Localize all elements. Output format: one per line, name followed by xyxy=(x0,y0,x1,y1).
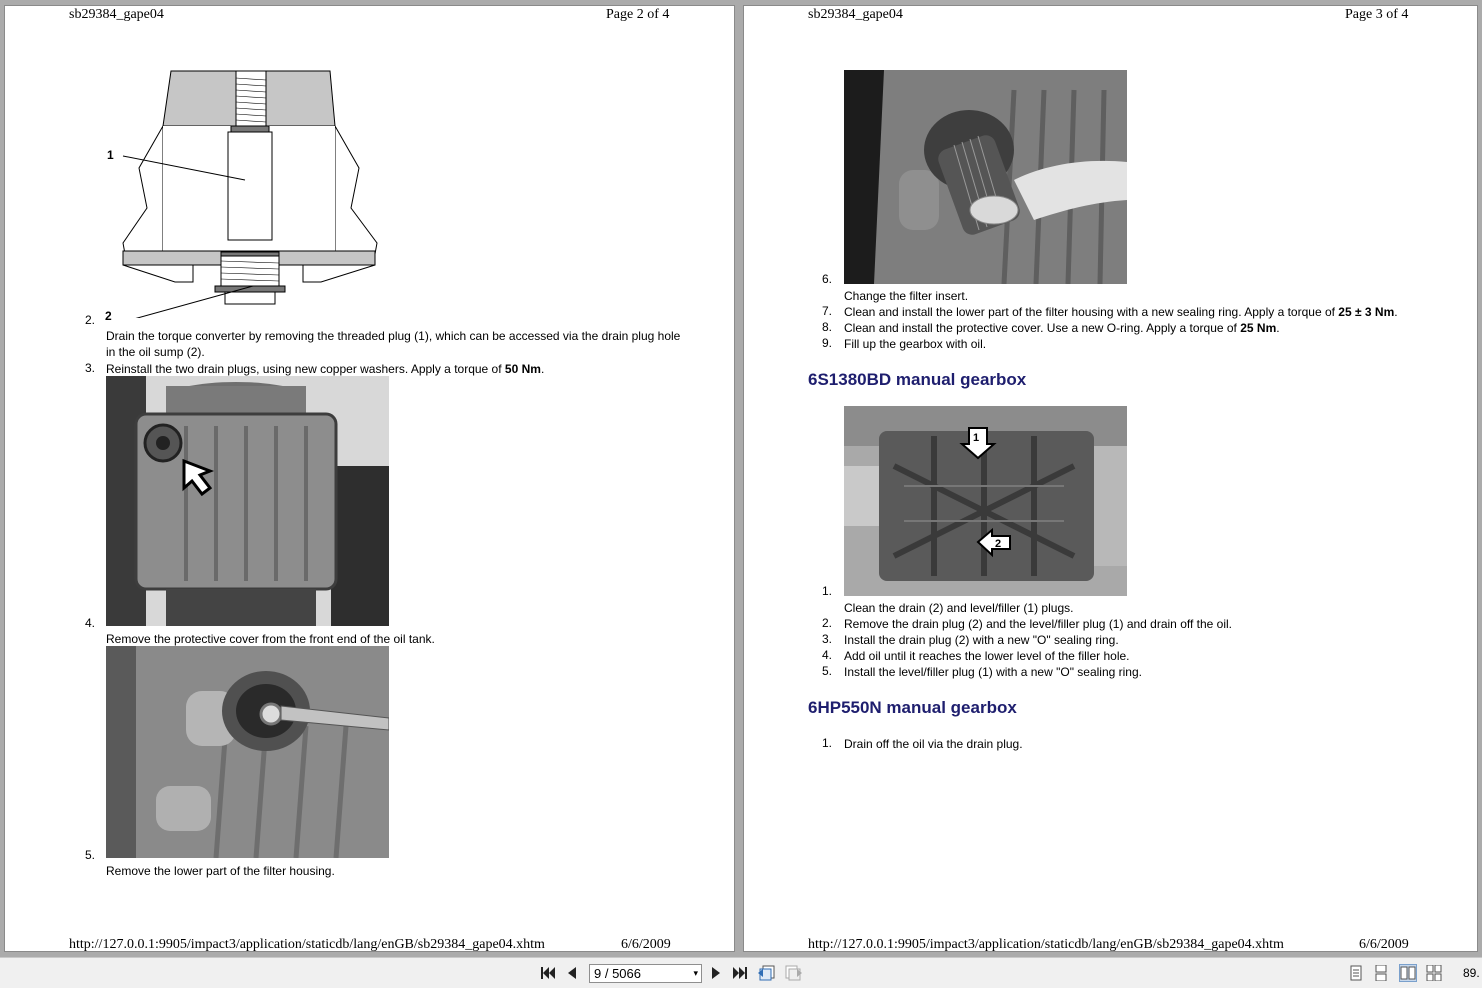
diagram-label-1: 1 xyxy=(107,148,114,162)
torque-converter-diagram xyxy=(103,68,393,318)
continuous-view-icon[interactable] xyxy=(1373,965,1389,981)
last-page-icon[interactable] xyxy=(732,964,748,982)
step-number: 4. xyxy=(84,616,95,630)
step-number: 1. xyxy=(821,584,832,598)
step-number: 5. xyxy=(821,664,832,678)
page-number-value: 9 / 5066 xyxy=(594,966,641,981)
step-text: in the oil sump (2). xyxy=(106,345,205,359)
page-header-number: Page 2 of 4 xyxy=(606,7,670,22)
step-number: 7. xyxy=(821,304,832,318)
page-header-title: sb29384_gape04 xyxy=(808,7,903,22)
step-text: Drain off the oil via the drain plug. xyxy=(844,737,1023,751)
continuous-facing-view-icon[interactable] xyxy=(1426,965,1442,981)
facing-view-icon[interactable] xyxy=(1400,965,1416,981)
step-text: Remove the drain plug (2) and the level/filler plug (1) and drain off the oil. xyxy=(844,617,1233,631)
photo-arrow-label-2: 2 xyxy=(995,538,1002,550)
step-text: Change the filter insert. xyxy=(844,289,969,303)
document-page-left xyxy=(4,5,735,952)
step-number: 2. xyxy=(84,313,95,327)
page-footer-url: http://127.0.0.1:9905/impact3/application/staticdb/lang/enGB/sb29384_gape04.xhtm xyxy=(808,937,1284,952)
step-number: 4. xyxy=(821,648,832,662)
oil-tank-photo xyxy=(106,376,389,626)
step-number: 3. xyxy=(84,361,95,375)
torque-value: 25 ± 3 Nm xyxy=(1338,305,1395,319)
viewer-toolbar xyxy=(0,957,1482,988)
step-number: 8. xyxy=(821,320,832,334)
step-number: 5. xyxy=(84,848,95,862)
step-text: Reinstall the two drain plugs, using new copper washers. Apply a torque of 50 Nm. xyxy=(106,362,545,376)
step-text: Drain the torque converter by removing the threaded plug (1), which can be accessed via the drain plug hole xyxy=(106,329,681,343)
diagram-label-2: 2 xyxy=(105,309,112,323)
step-text: Install the drain plug (2) with a new "O" sealing ring. xyxy=(844,633,1119,647)
page-footer-date: 6/6/2009 xyxy=(1359,937,1409,952)
section-heading: 6S1380BD manual gearbox xyxy=(808,370,1027,389)
prev-view-icon[interactable] xyxy=(757,964,777,982)
gearbox-photo xyxy=(844,406,1127,596)
step-text: Remove the protective cover from the front end of the oil tank. xyxy=(106,632,435,646)
page-footer-url: http://127.0.0.1:9905/impact3/application/staticdb/lang/enGB/sb29384_gape04.xhtm xyxy=(69,937,545,952)
step-number: 6. xyxy=(821,272,832,286)
step-number: 2. xyxy=(821,616,832,630)
page-number-input[interactable] xyxy=(589,964,702,983)
prev-page-icon[interactable] xyxy=(565,964,579,982)
step-text: Install the level/filler plug (1) with a new "O" sealing ring. xyxy=(844,665,1142,679)
photo-arrow-label-1: 1 xyxy=(973,432,980,444)
step-text: Clean and install the protective cover. Use a new O-ring. Apply a torque of 25 Nm. xyxy=(844,321,1280,335)
step-text: Fill up the gearbox with oil. xyxy=(844,337,987,351)
next-view-icon[interactable] xyxy=(783,964,803,982)
page-header-number: Page 3 of 4 xyxy=(1345,7,1409,22)
step-text: Add oil until it reaches the lower level of the filler hole. xyxy=(844,649,1130,663)
step-text: Remove the lower part of the filter housing. xyxy=(106,864,335,878)
torque-value: 25 Nm xyxy=(1240,321,1277,335)
section-heading: 6HP550N manual gearbox xyxy=(808,698,1017,717)
step-text: Clean and install the lower part of the filter housing with a new sealing ring. Apply a torque of 25 ± 3 Nm. xyxy=(844,305,1398,319)
filter-insert-photo xyxy=(844,70,1127,284)
chevron-down-icon[interactable]: ▾ xyxy=(693,968,698,978)
single-page-view-icon[interactable] xyxy=(1348,965,1364,981)
step-text: Clean the drain (2) and level/filler (1) plugs. xyxy=(844,601,1074,615)
page-footer-date: 6/6/2009 xyxy=(621,937,671,952)
first-page-icon[interactable] xyxy=(540,964,556,982)
step-number: 3. xyxy=(821,632,832,646)
step-number: 1. xyxy=(821,736,832,750)
next-page-icon[interactable] xyxy=(709,964,723,982)
filter-housing-photo xyxy=(106,646,389,858)
document-page-right xyxy=(743,5,1478,952)
zoom-level[interactable]: 89. xyxy=(1463,966,1480,980)
page-header-title: sb29384_gape04 xyxy=(69,7,164,22)
torque-value: 50 Nm xyxy=(504,362,541,376)
step-number: 9. xyxy=(821,336,832,350)
